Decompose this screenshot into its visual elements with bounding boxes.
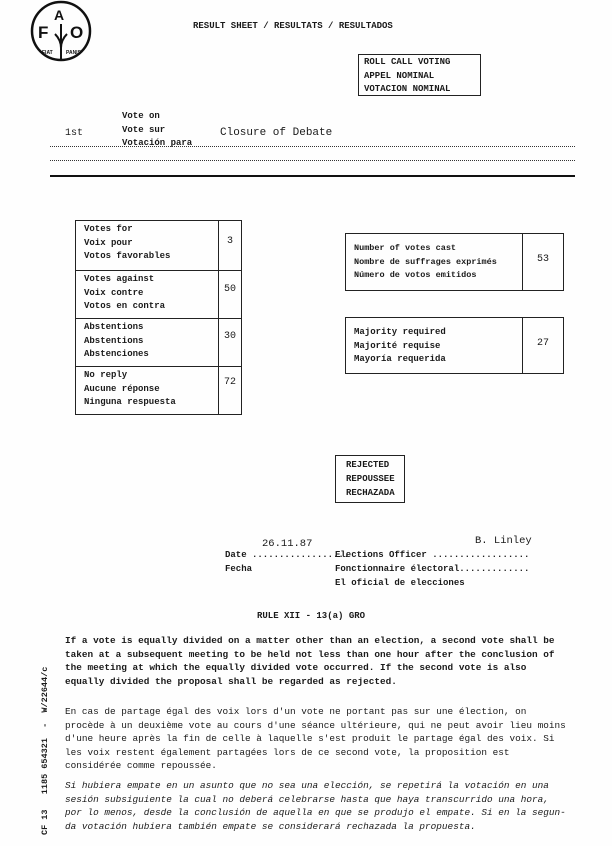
label-fr: Majorité requise	[354, 340, 441, 351]
label-es: Votos favorables	[84, 251, 171, 261]
fecha-label: Fecha	[225, 564, 253, 574]
svg-text:O: O	[70, 23, 84, 42]
label-es: Número de votos emitidos	[354, 270, 477, 280]
result-fr: REPOUSSEE	[346, 474, 395, 484]
officer-name: B. Linley	[475, 535, 532, 547]
label-en: Abstentions	[84, 322, 144, 332]
label-fr: Voix pour	[84, 237, 133, 248]
label-en: No reply	[84, 370, 128, 380]
voting-type-es: VOTACION NOMINAL	[364, 84, 451, 94]
rule-text-en: If a vote is equally divided on a matter other than an election, a second vote shall be taken at a subsequent meeting to be held not less than one hour after the conclusion of the meeting at which the equally divided vote occurred. If the second vote is also equally divided the proposal shall be regarded as rejected.	[65, 635, 555, 687]
dotted-line	[50, 146, 575, 147]
svg-text:F: F	[38, 23, 49, 42]
label-es: Abstenciones	[84, 349, 149, 359]
svg-text:PANIS: PANIS	[66, 50, 81, 56]
rule-text-fr: En cas de partage égal des voix lors d'un vote ne portant pas sur une élection, on procède à un deuxième vote au cours d'une séance ultérieure, qui ne peut avoir lieu moins d'une heure après la fin de celle à laquelle s'est produit le partage égal des voix. Si les voix restent également partagées lors de ce second vote, la proposition est considérée comme repoussée.	[65, 706, 566, 772]
officer-es: El oficial de elecciones	[335, 578, 465, 588]
result-en: REJECTED	[346, 460, 390, 470]
sheet-title: RESULT SHEET / RESULTATS / RESULTADOS	[193, 21, 393, 31]
tally-row-for	[76, 221, 241, 271]
tally-row-no-reply	[76, 367, 241, 413]
officer-en: Elections Officer ..................	[335, 550, 530, 560]
tally-row-abstentions	[76, 319, 241, 367]
votes-cast-value: 53	[536, 254, 549, 265]
votes-cast-box	[345, 233, 564, 291]
date-label: Date ..................	[225, 550, 350, 560]
label-en: Number of votes cast	[354, 243, 457, 253]
svg-text:A: A	[54, 7, 65, 23]
label-en: Votes against	[84, 274, 155, 284]
label-fr: Abstentions	[84, 335, 144, 346]
label-fr: Aucune réponse	[84, 383, 160, 394]
vote-subject: Closure of Debate	[220, 127, 333, 139]
date-label-text: Date	[225, 550, 247, 560]
votes-for-value: 3	[226, 236, 233, 247]
vote-on-labels	[122, 110, 192, 151]
rule-title: RULE XII - 13(a) GRO	[257, 611, 366, 621]
voting-type-en: ROLL CALL VOTING	[364, 57, 451, 67]
tally-row-against	[76, 271, 241, 319]
majority-value: 27	[536, 338, 549, 349]
vote-on-fr: Vote sur	[122, 124, 166, 135]
officer-fr: Fonctionnaire électoral.............	[335, 564, 530, 574]
rule-text-es: Si hubiera empate en un asunto que no sea una elección, se repetirá la votación en una sesión subsiguiente la cual no deberá celebrarse hasta que haya transcurrido una hora, por lo menos, desde la conclusión de aquella en que se produjo el empate. Si en la segun- da votación hubiera también empate se considerará rechazada la propuesta.	[65, 780, 566, 832]
voting-type-box	[358, 54, 481, 96]
officer-en-text: Elections Officer	[335, 550, 427, 560]
vote-on-en: Vote on	[122, 111, 160, 121]
label-es: Votos en contra	[84, 301, 166, 311]
vote-on-es: Votación para	[122, 138, 193, 148]
no-reply-value: 72	[223, 377, 236, 388]
divider	[50, 175, 575, 177]
result-box	[335, 455, 405, 503]
label-fr: Nombre de suffrages exprimés	[354, 256, 497, 267]
voting-type-fr: APPEL NOMINAL	[364, 70, 435, 81]
label-en: Votes for	[84, 224, 133, 234]
label-es: Ninguna respuesta	[84, 397, 176, 407]
officer-fr-text: Fonctionnaire électoral	[335, 564, 460, 574]
svg-text:FIAT: FIAT	[42, 50, 53, 56]
majority-box	[345, 317, 564, 374]
votes-against-value: 50	[223, 284, 236, 295]
tally-table	[75, 220, 242, 415]
fao-logo	[28, 0, 94, 66]
dotted-line	[50, 160, 575, 161]
result-es: RECHAZADA	[346, 488, 395, 498]
date-value: 26.11.87	[262, 538, 313, 550]
abstentions-value: 30	[223, 331, 236, 342]
vote-ordinal: 1st	[65, 128, 84, 139]
label-en: Majority required	[354, 327, 446, 337]
margin-code: CF 13 1185 654321 - W/22644/c	[40, 666, 50, 835]
label-fr: Voix contre	[84, 287, 144, 298]
label-es: Mayoría requerida	[354, 354, 446, 364]
